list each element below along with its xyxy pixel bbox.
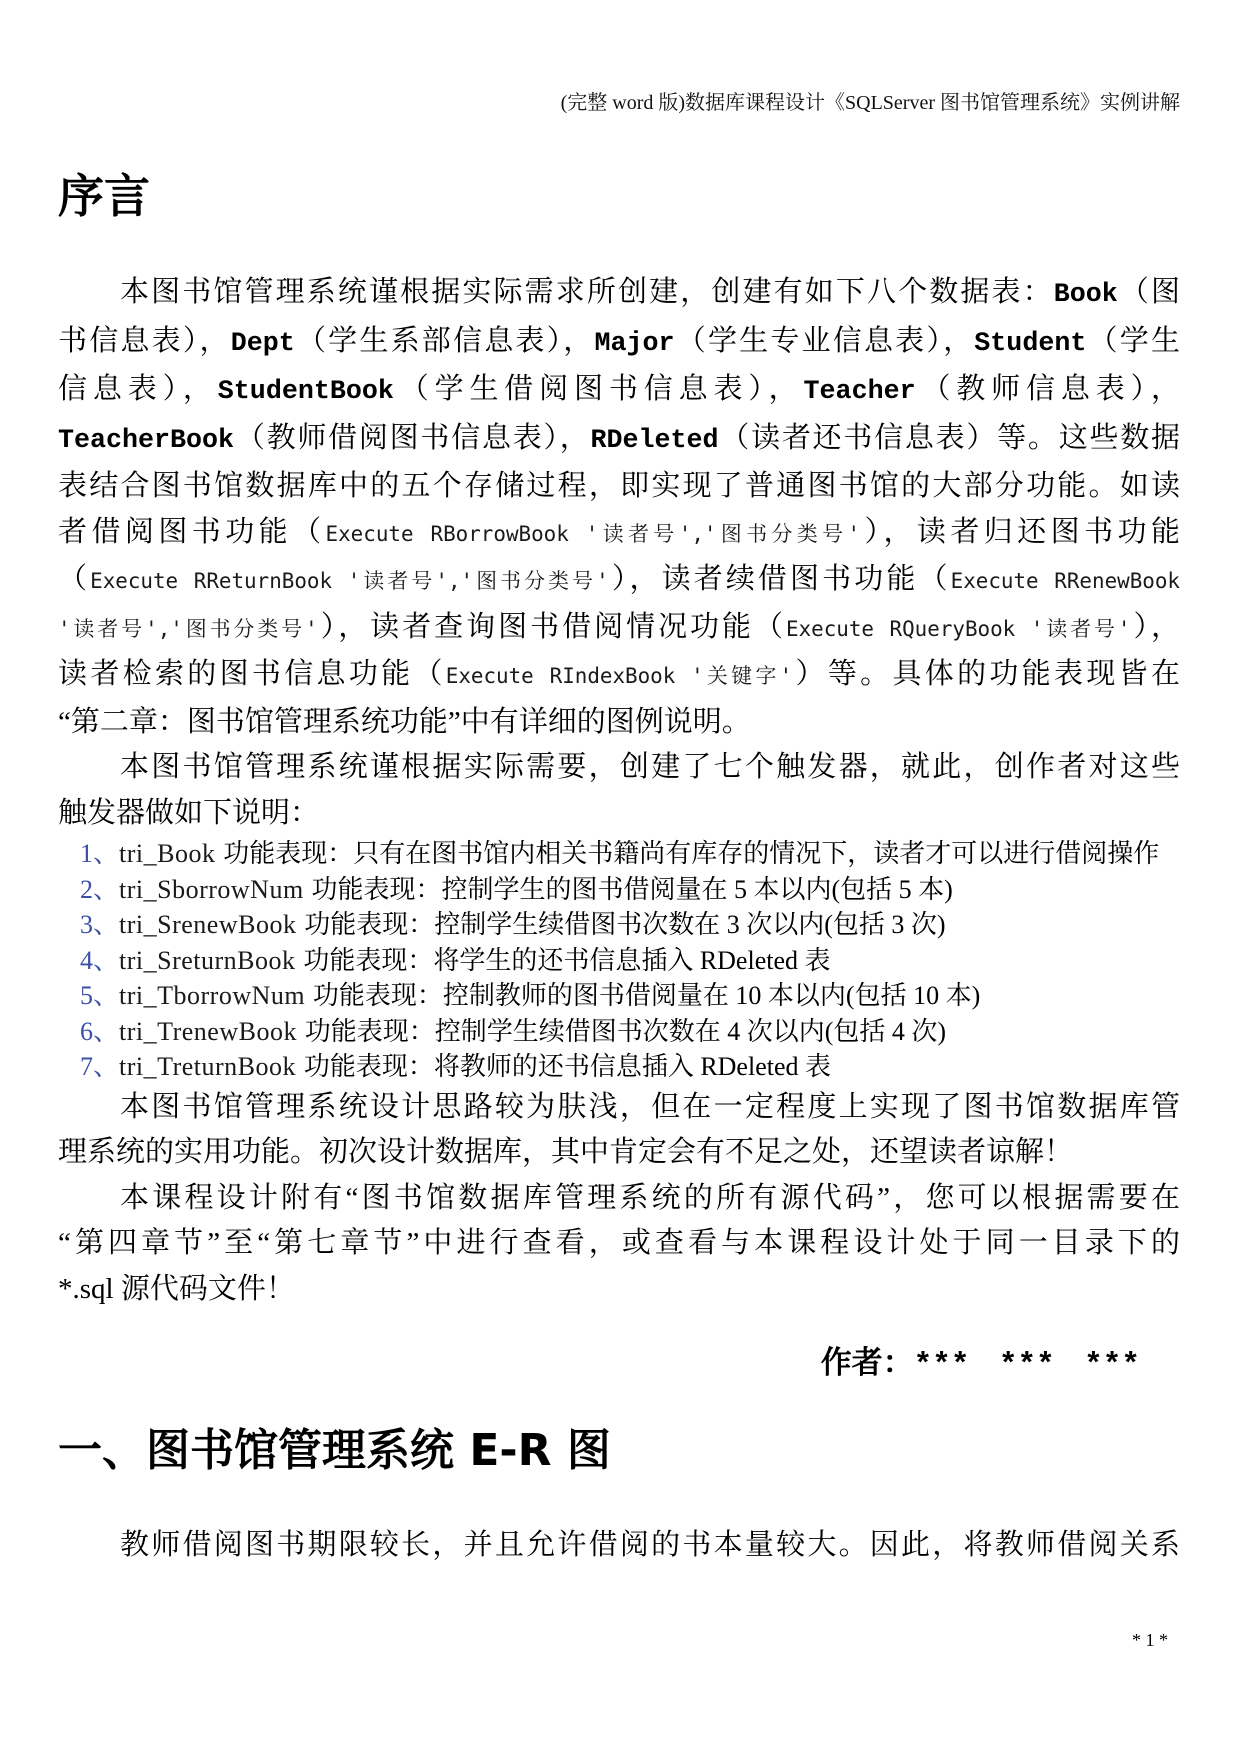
text-run: （教师借阅图书信息表）， xyxy=(234,421,591,454)
text-run: （学生系部信息表）， xyxy=(294,324,595,357)
text-run: 本图书馆管理系统谨根据实际需求所创建，创建有如下八个数据表： xyxy=(120,276,1054,308)
text-run: 触发器做如下说明： xyxy=(58,796,320,829)
text-run: *.sql 源代码文件！ xyxy=(58,1272,295,1305)
text-line xyxy=(58,1085,1180,1131)
text-run: ），读者归还图书功能 xyxy=(860,515,1180,548)
code-snippet: Execute RIndexBook '关键字' xyxy=(445,664,793,688)
bold-term: RDeleted xyxy=(590,425,719,456)
text-run: ），读者续借图书功能（ xyxy=(608,563,951,595)
text-run: 本图书馆管理系统谨根据实际需要，创建了七个触发器，就此，创作者对这些 xyxy=(120,751,1180,783)
text-line xyxy=(58,791,1180,837)
author-signature: 作者：*** *** *** xyxy=(820,1348,1140,1383)
text-run: 者借阅图书功能（ xyxy=(58,515,326,548)
text-run: “第四章节”至“第七章节”中进行查看，或查看与本课程设计处于同一目录下的 xyxy=(58,1227,1180,1259)
bold-term: Student xyxy=(974,328,1087,359)
trigger-list-item xyxy=(80,1049,1180,1085)
text-run: 本图书馆管理系统设计思路较为肤浅，但在一定程度上实现了图书馆数据库管 xyxy=(120,1090,1180,1123)
section-1-paragraph xyxy=(58,1523,1180,1569)
trigger-description: 功能表现：控制教师的图书借阅量在 10 本以内(包括 10 本) xyxy=(312,981,981,1010)
text-line xyxy=(58,1523,1180,1569)
text-line xyxy=(58,1130,1180,1176)
text-line xyxy=(58,1221,1180,1267)
preface-paragraph-source-code xyxy=(58,1176,1180,1313)
text-line xyxy=(58,652,1180,700)
trigger-name: tri_Book xyxy=(119,839,216,868)
list-number: 5、 xyxy=(80,981,120,1010)
trigger-list-item xyxy=(80,836,1180,872)
text-run: 教师借阅图书期限较长，并且允许借阅的书本量较大。因此，将教师借阅关系 xyxy=(120,1529,1180,1561)
trigger-description: 功能表现：控制学生续借图书次数在 4 次以内(包括 4 次) xyxy=(304,1016,947,1046)
bold-term: Major xyxy=(594,328,675,359)
bold-term: StudentBook xyxy=(217,377,394,407)
trigger-name: tri_SrenewBook xyxy=(119,910,297,939)
trigger-list-item xyxy=(80,943,1180,979)
preface-paragraph-triggers-intro xyxy=(58,745,1180,836)
text-line xyxy=(58,510,1180,558)
text-line xyxy=(58,270,1180,319)
trigger-description: 功能表现：将学生的还书信息插入 RDeleted 表 xyxy=(303,945,831,975)
trigger-list-item xyxy=(80,1014,1180,1050)
code-snippet: '读者号','图书分类号' xyxy=(58,616,318,641)
trigger-description: 功能表现：只有在图书馆内相关书籍尚有库存的情况下，读者才可以进行借阅操作 xyxy=(223,839,1160,868)
text-run: ）等。具体的功能表现皆在 xyxy=(792,658,1180,690)
text-run: （ xyxy=(58,563,91,595)
text-line xyxy=(58,1176,1180,1222)
text-run: ）， xyxy=(1130,610,1180,643)
text-run: （读者还书信息表）等。这些数据 xyxy=(718,421,1180,454)
preface-paragraph-design-note xyxy=(58,1085,1180,1176)
trigger-description: 功能表现：将教师的还书信息插入 RDeleted 表 xyxy=(303,1052,831,1081)
text-line xyxy=(58,745,1180,791)
text-run: （图 xyxy=(1117,276,1180,308)
bold-term: Book xyxy=(1053,280,1118,310)
trigger-name: tri_TreturnBook xyxy=(119,1052,297,1081)
list-number: 3、 xyxy=(80,910,120,939)
trigger-list-item xyxy=(80,978,1180,1014)
text-run: 本课程设计附有“图书馆数据库管理系统的所有源代码”，您可以根据需要在 xyxy=(120,1181,1180,1214)
list-number: 4、 xyxy=(80,945,120,975)
text-run: 表结合图书馆数据库中的五个存储过程，即实现了普通图书馆的大部分功能。如读 xyxy=(58,470,1180,502)
bold-term: TeacherBook xyxy=(58,425,235,456)
section-1-heading: 一、图书馆管理系统 E-R 图 xyxy=(58,1425,611,1476)
text-line xyxy=(58,557,1180,605)
text-run: 读者检索的图书信息功能（ xyxy=(58,658,446,690)
trigger-list xyxy=(58,836,1180,1085)
text-line xyxy=(58,367,1180,416)
text-line xyxy=(58,319,1180,368)
list-number: 7、 xyxy=(80,1052,120,1081)
text-line xyxy=(58,464,1180,510)
list-number: 2、 xyxy=(80,874,120,904)
text-run: （学生专业信息表）， xyxy=(674,324,975,357)
preface-heading: 序言 xyxy=(58,169,150,223)
text-run: 信息表）， xyxy=(58,373,218,405)
trigger-name: tri_TborrowNum xyxy=(119,981,306,1010)
preface-paragraph-data-tables xyxy=(58,270,1180,745)
code-snippet: Execute RRenewBook xyxy=(950,569,1180,593)
bold-term: Dept xyxy=(230,328,295,359)
bold-term: Teacher xyxy=(803,377,916,407)
text-line xyxy=(58,1267,1180,1313)
running-header: (完整 word 版)数据库课程设计《SQLServer 图书馆管理系统》实例讲解 xyxy=(560,92,1180,114)
trigger-list-item xyxy=(80,872,1180,908)
text-line xyxy=(58,700,1180,746)
text-run: “第二章：图书馆管理系统功能”中有详细的图例说明。 xyxy=(58,705,751,738)
code-snippet: Execute RBorrowBook '读者号','图书分类号' xyxy=(325,521,861,546)
trigger-description: 功能表现：控制学生的图书借阅量在 5 本以内(包括 5 本) xyxy=(311,874,953,904)
page-number: * 1 * xyxy=(1132,1630,1168,1650)
text-run: （教师信息表）， xyxy=(915,373,1180,405)
trigger-name: tri_SborrowNum xyxy=(119,874,304,904)
text-line xyxy=(58,416,1180,465)
text-run: 理系统的实用功能。初次设计数据库，其中肯定会有不足之处，还望读者谅解！ xyxy=(58,1136,1074,1168)
code-snippet: Execute RReturnBook '读者号','图书分类号' xyxy=(90,569,609,593)
preface-body xyxy=(58,270,1180,1312)
trigger-name: tri_TrenewBook xyxy=(119,1016,297,1046)
trigger-list-item xyxy=(80,907,1180,943)
text-run: （学生 xyxy=(1086,324,1180,357)
text-run: ），读者查询图书借阅情况功能（ xyxy=(317,610,787,643)
trigger-description: 功能表现：控制学生续借图书次数在 3 次以内(包括 3 次) xyxy=(304,910,946,939)
text-line xyxy=(58,605,1180,653)
trigger-name: tri_SreturnBook xyxy=(119,945,296,975)
list-number: 6、 xyxy=(80,1016,120,1046)
code-snippet: Execute RQueryBook '读者号' xyxy=(786,616,1131,641)
text-run: 书信息表）， xyxy=(58,324,231,357)
list-number: 1、 xyxy=(80,839,120,868)
text-run: （学生借阅图书信息表）， xyxy=(393,373,804,405)
